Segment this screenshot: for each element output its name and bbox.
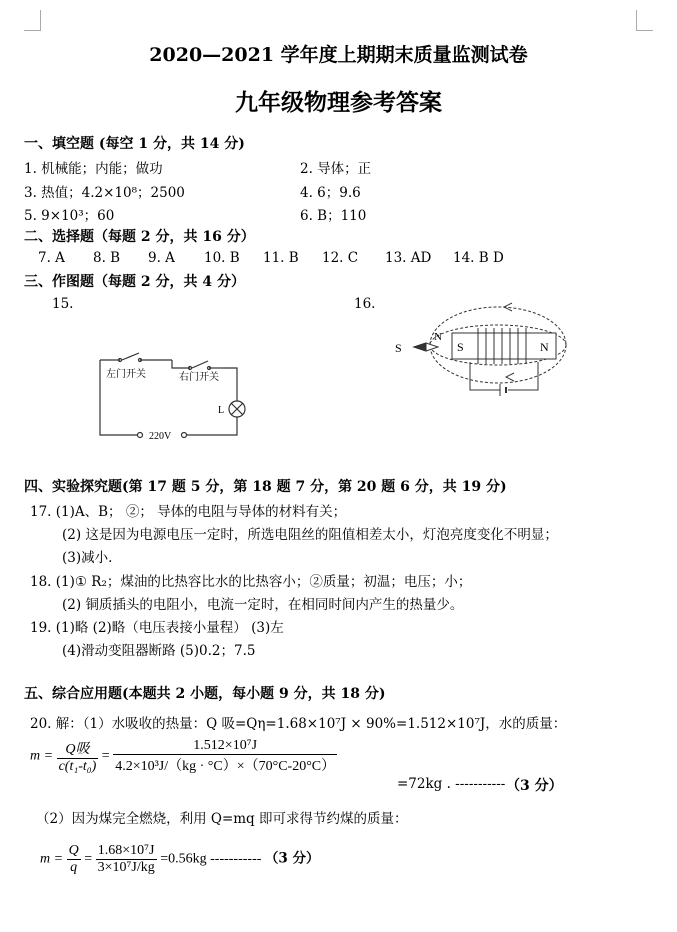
fill-answer-3: 3. 热值；4.2×10⁸；2500 — [24, 185, 185, 201]
formula2-den1: q — [70, 860, 78, 875]
section-experiment-heading: 四、实验探究题(第 17 题 5 分，第 18 题 7 分，第 20 题 6 分，共 19 分) — [24, 479, 507, 495]
formula1-num2: 1.512×10⁷J — [113, 738, 337, 755]
formula2-eq: = — [84, 851, 93, 867]
exp-q19-line1: 19. (1)略 (2)略（电压表接小量程） (3)左 — [30, 620, 284, 636]
formula1-den2: 4.2×10³J/（kg · °C）×（70°C-20°C） — [115, 759, 336, 774]
pole-s-coil: S — [457, 340, 464, 354]
right-switch-label: 右门开关 — [179, 372, 219, 383]
pole-s-outer: S — [395, 341, 402, 355]
exp-q18-line2: (2) 铜质插头的电阻小，电流一定时，在相同时间内产生的热量少。 — [62, 597, 464, 613]
section-drawing-heading: 三、作图题（每题 2 分，共 4 分） — [24, 274, 245, 290]
formula1-lhs: m = — [30, 748, 54, 764]
formula2-num2: 1.68×10⁷J — [96, 843, 157, 860]
drawing-q15-label: 15. — [52, 296, 74, 312]
corner-mark-left — [24, 10, 41, 31]
formula2-score: （3 分） — [264, 850, 320, 867]
formula2-frac1 — [67, 843, 81, 876]
app-q20-line2: （2）因为煤完全燃烧，利用 Q=mq 即可求得节约煤的质量： — [36, 811, 408, 827]
choice-8: 8. B — [93, 250, 121, 266]
left-switch-label: 左门开关 — [106, 369, 146, 380]
formula1-frac2 — [113, 738, 337, 775]
formula1-frac1 — [57, 738, 99, 775]
exp-q17-line1: 17. (1)A、B； ②； 导体的电阻与导体的材料有关； — [30, 504, 347, 520]
choice-10: 10. B — [204, 250, 240, 266]
formula2-num1: Q — [68, 843, 79, 858]
fill-answer-2: 2. 导体；正 — [300, 161, 372, 177]
formula1-eq: = — [101, 748, 110, 764]
exp-q17-line3: (3)减小. — [62, 550, 113, 566]
page-title: 2020—2021 学年度上期期末质量监测试卷 — [149, 44, 528, 66]
section-choice-heading: 二、选择题（每题 2 分，共 16 分） — [24, 229, 255, 245]
choice-13: 13. AD — [385, 250, 432, 266]
voltage-label: 220V — [149, 431, 172, 442]
section-application-heading: 五、综合应用题(本题共 2 小题，每小题 9 分，共 18 分) — [24, 686, 386, 702]
formula2-lhs: m = — [40, 851, 64, 867]
exp-q18-line1: 18. (1)① R₂；煤油的比热容比水的比热容小；②质量；初温；电压；小； — [30, 574, 472, 590]
formula1-score: （3 分） — [506, 778, 563, 794]
formula1-den1: c(t₁-t₀) — [58, 759, 97, 774]
circuit-diagram — [92, 325, 262, 447]
section-fill-heading: 一、填空题 (每空 1 分，共 14 分) — [24, 136, 245, 152]
drawing-q16-label: 16. — [354, 296, 376, 312]
formula1-result: =72kg . ----------- — [397, 776, 506, 792]
formula2-frac2 — [96, 843, 157, 876]
fill-answer-5: 5. 9×10³；60 — [24, 208, 115, 224]
page-subtitle: 九年级物理参考答案 — [235, 89, 442, 116]
formula1-num1: Q吸 — [57, 738, 99, 759]
choice-9: 9. A — [148, 250, 175, 266]
choice-12: 12. C — [322, 250, 359, 266]
fill-answer-1: 1. 机械能；内能；做功 — [24, 161, 163, 177]
pole-n-coil: N — [540, 340, 549, 354]
choice-11: 11. B — [263, 250, 299, 266]
corner-mark-right — [636, 10, 653, 31]
choice-14: 14. B D — [453, 250, 504, 266]
lamp-label: L — [218, 405, 225, 416]
pole-n-needle: N — [434, 331, 442, 343]
fill-answer-6: 6. B；110 — [300, 208, 367, 224]
exp-q19-line2: (4)滑动变阻器断路 (5)0.2；7.5 — [62, 643, 256, 659]
app-q20-line1: 20. 解：（1）水吸收的热量：Q 吸=Qη=1.68×10⁷J × 90%=1.512×10⁷J，水的质量： — [30, 716, 567, 732]
formula-coal-mass — [40, 843, 320, 876]
fill-answer-4: 4. 6；9.6 — [300, 185, 361, 201]
exp-q17-line2: (2) 这是因为电源电压一定时，所选电阻丝的阻值相差太小，灯泡亮度变化不明显； — [62, 527, 558, 543]
electromagnet-diagram — [390, 300, 580, 400]
formula2-result: =0.56kg ----------- — [160, 851, 262, 867]
formula-water-mass — [30, 738, 337, 775]
choice-7: 7. A — [38, 250, 65, 266]
formula2-den2: 3×10⁷J/kg — [97, 860, 155, 875]
